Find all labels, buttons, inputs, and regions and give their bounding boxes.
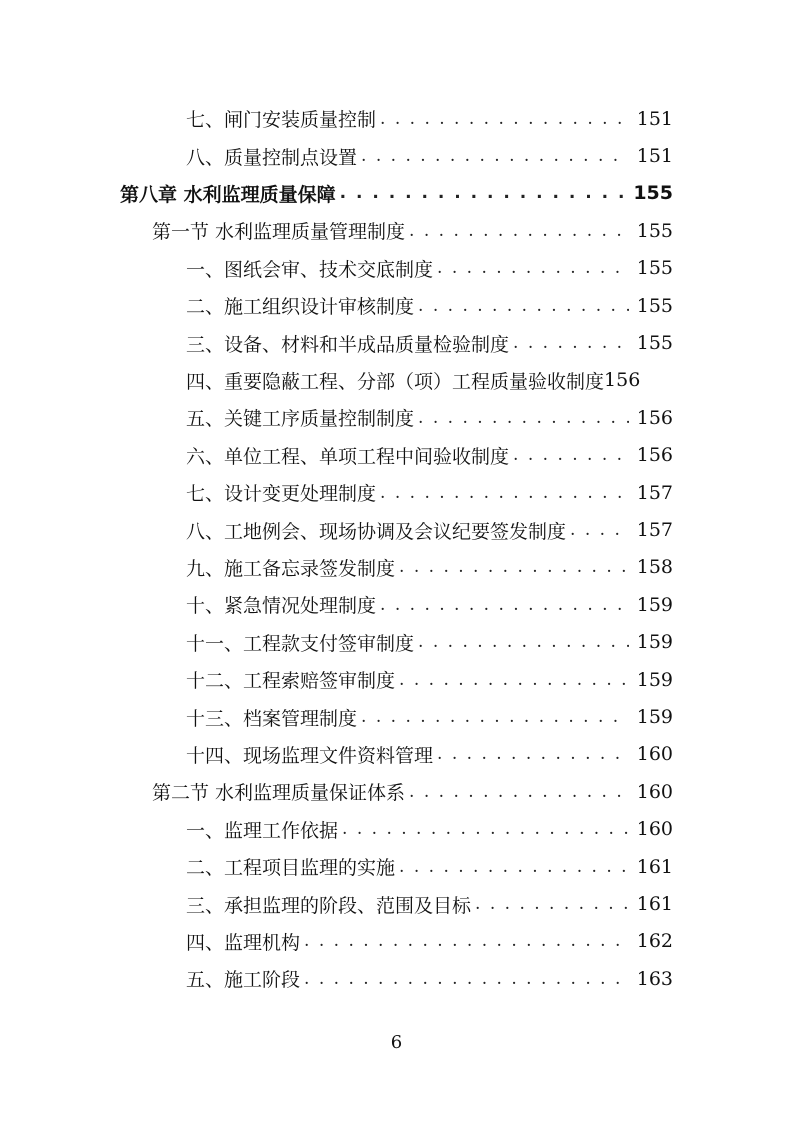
toc-entry-page: 160 [636,818,673,841]
toc-leader-dots [513,445,629,465]
toc-entry-page: 160 [636,780,673,803]
toc-entry-title: 十、紧急情况处理制度 [186,595,377,618]
toc-entry-page: 162 [636,930,673,953]
toc-entry[interactable] [186,624,673,661]
toc-leader-dots [475,894,629,914]
toc-entry-title: 七、闸门安装质量控制 [186,109,377,132]
toc-leader-dots [399,857,629,877]
toc-entry[interactable] [186,137,673,174]
toc-entry-title: 三、承担监理的阶段、范围及目标 [186,894,472,917]
toc-leader-dots [409,221,629,241]
toc-entry-page: 151 [636,107,673,130]
toc-entry-page: 163 [636,967,673,990]
toc-leader-dots [437,744,629,764]
toc-entry[interactable] [186,923,673,960]
toc-entry-title: 四、监理机构 [186,931,301,954]
toc-entry-page: 156 [636,406,673,429]
toc-entry-title: 十三、档案管理制度 [186,707,358,730]
toc-leader-dots [304,969,629,989]
toc-entry-page: 161 [636,893,673,916]
toc-entry-title: 十一、工程款支付签审制度 [186,632,415,655]
toc-leader-dots [399,670,629,690]
toc-leader-dots [342,819,629,839]
toc-entry-page: 157 [636,481,673,504]
toc-entry[interactable] [186,437,673,474]
toc-entry-page: 159 [636,668,673,691]
toc-entry-title: 二、工程项目监理的实施 [186,857,396,880]
toc-entry-page: 158 [636,556,673,579]
toc-entry[interactable] [186,885,673,922]
toc-entry-title: 一、图纸会审、技术交底制度 [186,258,434,281]
toc-leader-dots [418,632,629,652]
toc-entry[interactable] [186,661,673,698]
toc-entry-page: 157 [636,519,673,542]
toc-leader-dots [418,408,629,428]
toc-entry[interactable] [186,586,673,623]
toc-entry-page: 155 [633,182,673,205]
toc-entry-page: 155 [636,294,673,317]
toc-entry[interactable] [186,362,686,399]
toc-entry-title: 三、设备、材料和半成品质量检验制度 [186,333,510,356]
toc-section-entry[interactable] [152,773,673,810]
toc-leader-dots [570,520,629,540]
toc-entry[interactable] [186,287,673,324]
toc-chapter-entry[interactable] [120,175,673,212]
toc-entry-page: 156 [604,369,641,392]
toc-section-entry[interactable] [152,212,673,249]
toc-entry-title: 十四、现场监理文件资料管理 [186,744,434,767]
toc-leader-dots [361,146,629,166]
toc-entry-title: 一、监理工作依据 [186,819,339,842]
toc-entry-title: 八、质量控制点设置 [186,146,358,169]
toc-leader-dots [340,183,626,203]
toc-entry[interactable] [186,399,673,436]
toc-entry-page: 159 [636,593,673,616]
toc-leader-dots [380,109,629,129]
toc-entry[interactable] [186,474,673,511]
toc-entry-page: 155 [636,257,673,280]
toc-entry-title: 五、关键工序质量控制制度 [186,408,415,431]
toc-leader-dots [399,557,629,577]
toc-entry-title: 六、单位工程、单项工程中间验收制度 [186,445,510,468]
toc-entry-page: 161 [636,855,673,878]
toc-entry[interactable] [186,811,673,848]
toc-leader-dots [513,333,629,353]
toc-entry-title: 第二节 水利监理质量保证体系 [152,782,406,805]
toc-entry-page: 159 [636,631,673,654]
toc-entry-page: 159 [636,706,673,729]
toc-entry-title: 五、施工阶段 [186,969,301,992]
toc-entry-title: 四、重要隐蔽工程、分部（项）工程质量验收制度 [186,370,605,393]
toc-entry[interactable] [186,698,673,735]
toc-entry[interactable] [186,100,673,137]
toc-entry-title: 二、施工组织设计审核制度 [186,296,415,319]
toc-leader-dots [437,258,629,278]
toc-entry[interactable] [186,736,673,773]
toc-entry-title: 第一节 水利监理质量管理制度 [152,221,406,244]
toc-entry-title: 第八章 水利监理质量保障 [120,183,336,206]
toc-entry-page: 155 [636,219,673,242]
toc-entry-title: 十二、工程索赔签审制度 [186,670,396,693]
toc-leader-dots [418,296,629,316]
toc-entry-title: 八、工地例会、现场协调及会议纪要签发制度 [186,520,567,543]
toc-leader-dots [361,707,629,727]
toc-entry[interactable] [186,324,673,361]
toc-entry[interactable] [186,549,673,586]
toc-entry[interactable] [186,511,673,548]
toc-leader-dots [380,483,629,503]
toc-entry-page: 160 [636,743,673,766]
toc-leader-dots [304,931,629,951]
toc-entry[interactable] [186,250,673,287]
toc-entry[interactable] [186,960,673,997]
toc-entry-title: 七、设计变更处理制度 [186,483,377,506]
toc-entry-page: 155 [636,332,673,355]
toc-entry[interactable] [186,848,673,885]
toc-leader-dots [380,595,629,615]
toc-entry-title: 九、施工备忘录签发制度 [186,557,396,580]
toc-leader-dots [409,782,629,802]
page-number: 6 [390,1032,403,1053]
toc-entry-page: 151 [636,145,673,168]
toc-entry-page: 156 [636,444,673,467]
